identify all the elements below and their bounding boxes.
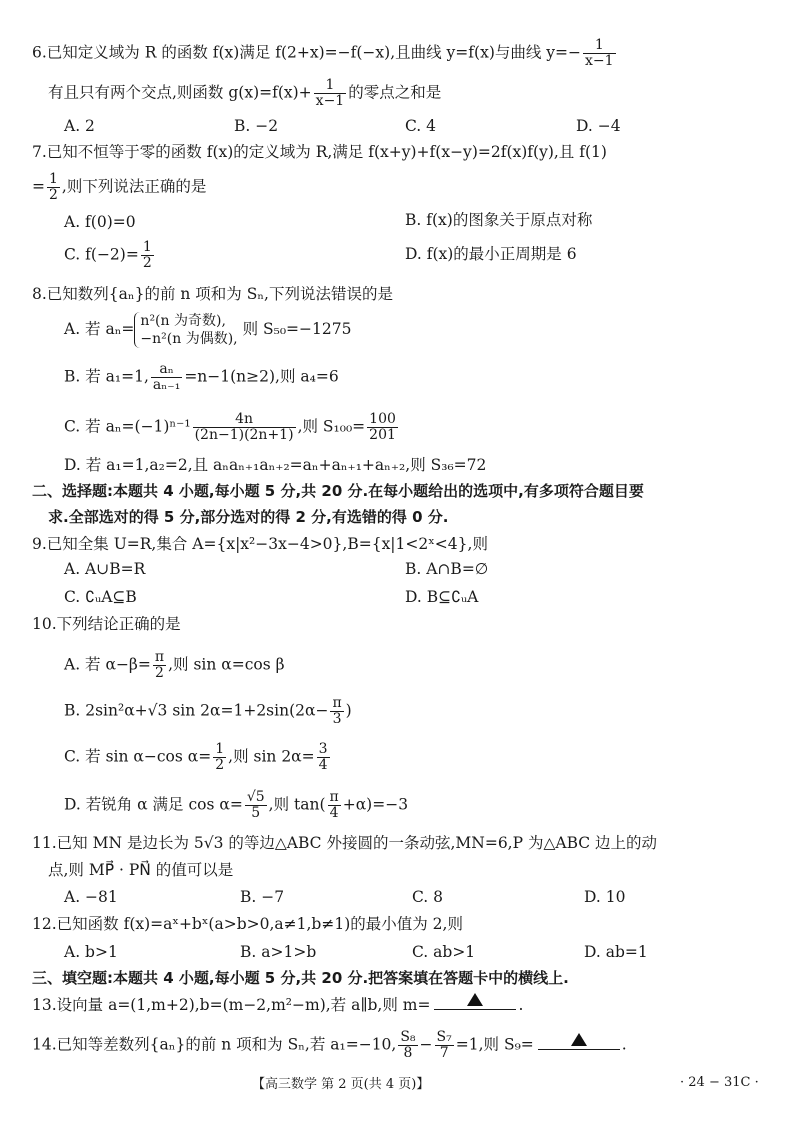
footer-code: · 24 − 31C · xyxy=(680,1075,759,1090)
q8-stem: 8.已知数列{aₙ}的前 n 项和为 Sₙ,下列说法错误的是 xyxy=(32,285,393,303)
q13-line: 13.设向量 a=(1,m+2),b=(m−2,m²−m),若 a∥b,则 m= . xyxy=(32,995,523,1015)
q12-option-d: D. ab=1 xyxy=(584,943,648,961)
q6-option-d: D. −4 xyxy=(576,117,621,135)
q11-option-a: A. −81 xyxy=(64,888,118,906)
section2-line2: 求.全部选对的得 5 分,部分选对的得 2 分,有选错的得 0 分. xyxy=(48,508,449,526)
q8-option-a: A. 若 aₙ= n²(n 为奇数), −n²(n 为偶数), 则 S₅₀=−1275 xyxy=(64,313,352,347)
q7-line2: = $\frac{1}{2}$ ,则下列说法正确的是 xyxy=(32,171,207,203)
piecewise-brace: n²(n 为奇数), −n²(n 为偶数), xyxy=(134,312,237,348)
footer-page-info: 【高三数学 第 2 页(共 4 页)】 xyxy=(252,1077,430,1092)
q7-option-b: B. f(x)的图象关于原点对称 xyxy=(405,211,593,229)
q7-option-c: C. f(−2)= $\frac{1}{2}$ xyxy=(64,239,152,271)
q6-option-a: A. 2 xyxy=(64,117,95,135)
q13-answer-blank xyxy=(434,995,516,1010)
q6-option-b: B. −2 xyxy=(234,117,279,135)
q6-fraction-2: $\frac{1}{x-1}$ xyxy=(315,77,345,109)
q6-line2: 有且只有两个交点,则函数 g(x)=f(x)+ $\frac{1}{x-1}$ 的零点之和是 xyxy=(48,77,442,109)
q14-answer-blank xyxy=(538,1035,620,1050)
q11-option-b: B. −7 xyxy=(240,888,285,906)
q12-option-b: B. a>1>b xyxy=(240,943,317,961)
triangle-icon xyxy=(467,993,483,1006)
q12-stem: 12.已知函数 f(x)=aˣ+bˣ(a>b>0,a≠1,b≠1)的最小值为 2,则 xyxy=(32,915,463,933)
q7-fraction: $\frac{1}{2}$ xyxy=(49,171,58,203)
q11-line1: 11.已知 MN 是边长为 5√3 的等边△ABC 外接圆的一条动弦,MN=6,P 为△ABC 边上的动 xyxy=(32,834,658,852)
q7-line1: 7.已知不恒等于零的函数 f(x)的定义域为 R,满足 f(x+y)+f(x−y)=2f(x)f(y),且 f(1) xyxy=(32,143,607,161)
q8-option-b: B. 若 a₁=1, $\frac{\text{aₙ}}{\text{aₙ₋₁}}$ =n−1(n≥2),则 a₄=6 xyxy=(64,361,339,393)
section2-line1: 二、选择题:本题共 4 小题,每小题 5 分,共 20 分.在每小题给出的选项中,有多项符合题目要 xyxy=(32,482,644,500)
q10-option-d: D. 若锐角 α 满足 cos α= $\frac{√5}{5}$ ,则 tan( $\frac{\pi}{4}$ +α)=−3 xyxy=(64,789,409,821)
q9-option-d: D. B⊆∁ᵤA xyxy=(405,588,479,606)
q10-option-c: C. 若 sin α−cos α= $\frac{1}{2}$ ,则 sin 2α= $\frac{3}{4}$ xyxy=(64,741,328,773)
q9-stem: 9.已知全集 U=R,集合 A={x|x²−3x−4>0},B={x|1<2ˣ<4},则 xyxy=(32,535,488,553)
q9-option-c: C. ∁ᵤA⊆B xyxy=(64,588,137,606)
q8-option-c: C. 若 aₙ=(−1)ⁿ⁻¹ $\frac{4n}{(2n-1)(2n+1)}$ ,则 S₁₀₀= $\frac{100}{201}$ xyxy=(64,411,396,443)
q7-option-d: D. f(x)的最小正周期是 6 xyxy=(405,245,577,263)
q11-option-d: D. 10 xyxy=(584,888,626,906)
q10-stem: 10.下列结论正确的是 xyxy=(32,615,181,633)
section3-heading: 三、填空题:本题共 4 小题,每小题 5 分,共 20 分.把答案填在答题卡中的横线上. xyxy=(32,969,569,987)
q7-option-a: A. f(0)=0 xyxy=(64,213,136,231)
q6-option-c: C. 4 xyxy=(405,117,437,135)
q12-option-c: C. ab>1 xyxy=(412,943,476,961)
q8-option-d: D. 若 a₁=1,a₂=2,且 aₙaₙ₊₁aₙ₊₂=aₙ+aₙ₊₁+aₙ₊₂,则 S₃₆=72 xyxy=(64,456,487,474)
q11-option-c: C. 8 xyxy=(412,888,444,906)
q6-line1: 6.已知定义域为 R 的函数 f(x)满足 f(2+x)=−f(−x),且曲线 y=f(x)与曲线 y=− $\frac{1}{x-1}$ xyxy=(32,37,614,69)
triangle-icon xyxy=(571,1033,587,1046)
q6-fraction-1: $\frac{1}{x-1}$ xyxy=(585,37,614,69)
q14-line: 14.已知等差数列{aₙ}的前 n 项和为 Sₙ,若 a₁=−10, $\frac{\text{S₈}}{8}$ − $\frac{\text{S₇}}{7}$ =1,则 S₉= . xyxy=(32,1029,627,1061)
q11-line2: 点,则 MP⃗ · PN⃗ 的值可以是 xyxy=(48,861,234,879)
q10-option-b: B. 2sin²α+√3 sin 2α=1+2sin(2α− $\frac{\pi}{3}$ ) xyxy=(64,695,352,727)
q10-option-a: A. 若 α−β= $\frac{\pi}{2}$ ,则 sin α=cos β xyxy=(64,649,285,681)
q12-option-a: A. b>1 xyxy=(64,943,118,961)
q9-option-b: B. A∩B=∅ xyxy=(405,560,489,578)
q9-option-a: A. A∪B=R xyxy=(64,560,146,578)
